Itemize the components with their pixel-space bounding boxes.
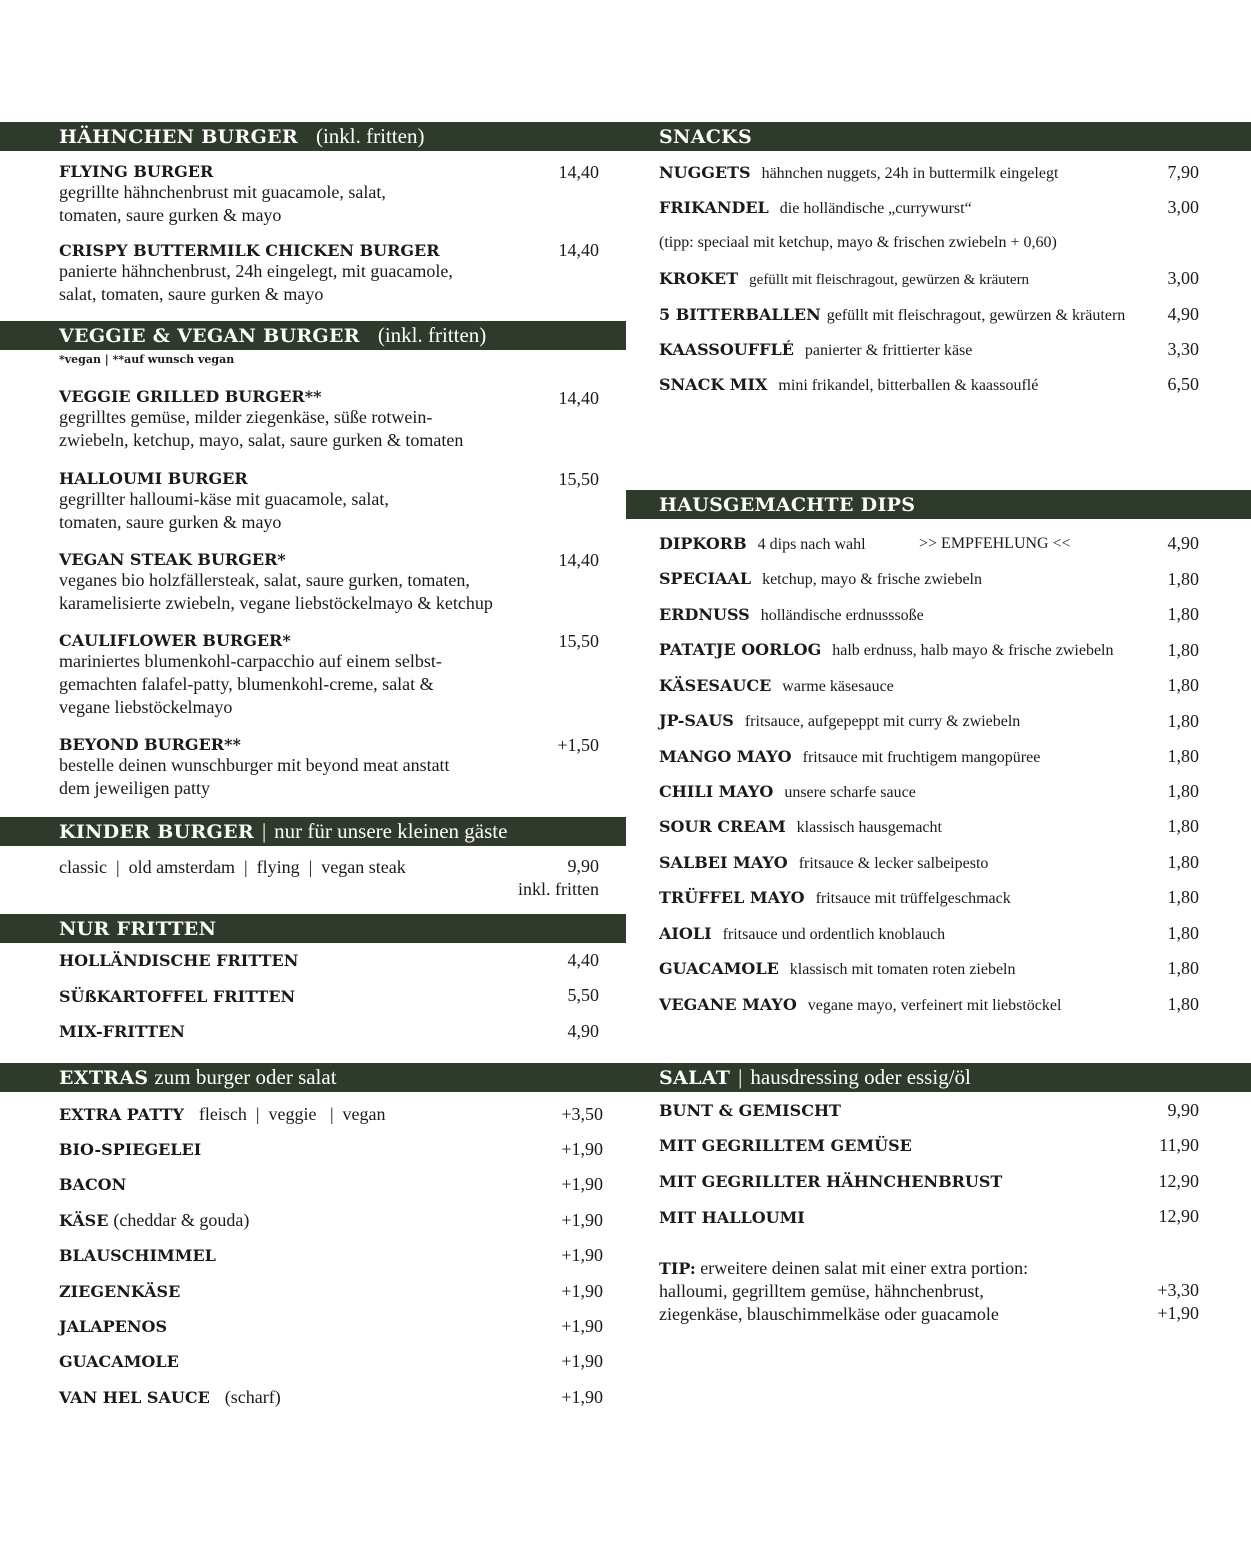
item-name: VEGGIE GRILLED BURGER** <box>59 387 322 406</box>
item-price: 4,40 <box>567 950 599 970</box>
item-price: 15,50 <box>558 469 599 489</box>
dip-row <box>659 817 942 837</box>
item-desc: veganes bio holzfällersteak, salat, saure gurken, tomaten, <box>59 570 470 590</box>
item-price: 1,80 <box>1167 781 1199 801</box>
section-header-veggie <box>0 321 626 350</box>
item-price: +1,90 <box>561 1245 603 1265</box>
section-subtitle: hausdressing oder essig/öl <box>750 1065 971 1089</box>
item-name: EXTRA PATTY <box>59 1105 184 1124</box>
item-desc: gegrilltes gemüse, milder ziegenkäse, süße rotwein- <box>59 407 433 427</box>
item-price: 11,90 <box>1159 1135 1199 1155</box>
item-desc: fritsauce mit fruchtigem mangopüree <box>802 749 1041 766</box>
item-name: JALAPENOS <box>59 1317 167 1336</box>
item-name: BIO-SPIEGELEI <box>59 1140 202 1159</box>
item-price: 3,30 <box>1167 339 1199 359</box>
item-desc: bestelle deinen wunschburger mit beyond meat anstatt <box>59 755 450 775</box>
item-name: GUACAMOLE <box>659 959 779 978</box>
menu-item-halloumi <box>59 469 389 534</box>
vegan-note: *vegan | **auf wunsch vegan <box>59 353 235 366</box>
item-desc: ketchup, mayo & frische zwiebeln <box>762 571 982 588</box>
item-desc: karamelisierte zwiebeln, vegane liebstöckelmayo & ketchup <box>59 593 493 613</box>
dip-row <box>659 995 1061 1015</box>
item-price: 6,50 <box>1167 374 1199 394</box>
item-desc: salat, tomaten, saure gurken & mayo <box>59 284 324 304</box>
snack-row <box>659 305 1125 325</box>
section-title: EXTRAS <box>59 1066 149 1089</box>
section-subtitle: (inkl. fritten) <box>315 124 425 148</box>
item-name: KÄSESAUCE <box>659 676 772 695</box>
section-title: HÄHNCHEN BURGER <box>59 125 298 148</box>
tip-price: +1,90 <box>1157 1303 1199 1323</box>
section-header-dips <box>626 490 1251 519</box>
item-name: BEYOND BURGER** <box>59 735 241 754</box>
dip-row <box>659 569 982 589</box>
tip-price: +3,30 <box>1157 1280 1199 1300</box>
section-separator: | <box>738 1065 743 1089</box>
section-subtitle: (inkl. fritten) <box>377 323 487 347</box>
price-note: inkl. fritten <box>518 879 599 899</box>
tip-label: TIP: <box>659 1259 696 1278</box>
item-desc: mini frikandel, bitterballen & kaassouflé <box>778 377 1039 394</box>
dip-row <box>659 853 988 873</box>
extra-row <box>59 1210 249 1231</box>
item-price: 1,80 <box>1167 816 1199 836</box>
item-price: 1,80 <box>1167 675 1199 695</box>
dip-row <box>659 711 1020 731</box>
snack-tip: (tipp: speciaal mit ketchup, mayo & frischen zwiebeln + 0,60) <box>659 234 1057 251</box>
section-separator: | <box>261 819 267 843</box>
item-desc: fritsauce und ordentlich knoblauch <box>722 926 946 943</box>
item-name: NUGGETS <box>659 163 751 182</box>
item-name: KÄSE <box>59 1211 109 1230</box>
item-name: CRISPY BUTTERMILK CHICKEN BURGER <box>59 241 440 260</box>
item-name: MIT GEGRILLTEM GEMÜSE <box>659 1136 912 1155</box>
section-title: SNACKS <box>659 125 752 148</box>
empfehlung-label: >> EMPFEHLUNG << <box>919 535 1071 552</box>
item-name: BACON <box>59 1175 127 1194</box>
item-name: TRÜFFEL MAYO <box>659 888 805 907</box>
snack-row <box>659 163 1058 183</box>
item-desc: klassisch mit tomaten roten ziebeln <box>789 961 1016 978</box>
item-desc: warme käsesauce <box>782 678 894 695</box>
item-name: KROKET <box>659 269 739 288</box>
item-name: VEGAN STEAK BURGER* <box>59 550 286 569</box>
item-price: +1,90 <box>561 1174 603 1194</box>
item-desc: klassisch hausgemacht <box>796 819 942 836</box>
item-desc: tomaten, saure gurken & mayo <box>59 205 282 225</box>
item-name: HOLLÄNDISCHE FRITTEN <box>59 951 299 970</box>
item-price: 1,80 <box>1167 746 1199 766</box>
section-subtitle: zum burger oder salat <box>154 1065 337 1089</box>
item-name: VEGANE MAYO <box>659 995 797 1014</box>
item-desc: fritsauce mit trüffelgeschmack <box>815 890 1011 907</box>
item-price: 1,80 <box>1167 958 1199 978</box>
item-name: MIT GEGRILLTER HÄHNCHENBRUST <box>659 1172 1003 1191</box>
menu-item-crispy-burger <box>59 241 453 306</box>
tip-line: ziegenkäse, blauschimmelkäse oder guacamole <box>659 1304 999 1324</box>
item-price: +1,50 <box>557 735 599 755</box>
item-desc: die holländische „currywurst“ <box>779 200 972 217</box>
section-title: HAUSGEMACHTE DIPS <box>659 493 916 516</box>
item-price: 1,80 <box>1167 852 1199 872</box>
item-desc: panierter & frittierter käse <box>804 342 973 359</box>
extra-row <box>59 1104 386 1125</box>
dip-row <box>659 888 1011 908</box>
item-price: +1,90 <box>561 1281 603 1301</box>
item-price: 1,80 <box>1167 994 1199 1014</box>
item-name: PATATJE OORLOG <box>659 640 822 659</box>
item-name: BLAUSCHIMMEL <box>59 1246 216 1265</box>
tip-text: erweitere deinen salat mit einer extra portion: <box>700 1258 1029 1278</box>
item-name: JP-SAUS <box>659 711 734 730</box>
snack-row <box>659 375 1038 395</box>
item-desc: panierte hähnchenbrust, 24h eingelegt, mit guacamole, <box>59 261 453 281</box>
item-price: 12,90 <box>1158 1171 1199 1191</box>
item-price: 14,40 <box>558 240 599 260</box>
item-name: MIT HALLOUMI <box>659 1208 805 1227</box>
item-name: SNACK MIX <box>659 375 768 394</box>
dip-row <box>659 534 866 554</box>
item-name: FLYING BURGER <box>59 162 214 181</box>
item-name: CAULIFLOWER BURGER* <box>59 631 291 650</box>
section-title: VEGGIE & VEGAN BURGER <box>59 324 360 347</box>
snack-row <box>659 269 1029 289</box>
dip-row <box>659 640 1114 660</box>
item-price: 7,90 <box>1167 162 1199 182</box>
item-name: MANGO MAYO <box>659 747 792 766</box>
section-title: SALAT <box>659 1066 731 1089</box>
item-name: VAN HEL SAUCE <box>59 1388 210 1407</box>
snack-row <box>659 340 972 360</box>
item-name: SÜßKARTOFFEL FRITTEN <box>59 987 296 1006</box>
item-name: DIPKORB <box>659 534 747 553</box>
section-subtitle: nur für unsere kleinen gäste <box>274 819 508 843</box>
item-name: SOUR CREAM <box>659 817 786 836</box>
section-header-kinder <box>0 817 626 846</box>
item-name: HALLOUMI BURGER <box>59 469 248 488</box>
section-header-salat <box>626 1063 1251 1092</box>
item-name: FRIKANDEL <box>659 198 769 217</box>
item-desc: 4 dips nach wahl <box>757 536 866 553</box>
item-price: 12,90 <box>1158 1206 1199 1226</box>
item-desc: holländische erdnusssoße <box>760 607 924 624</box>
item-price: 3,00 <box>1167 197 1199 217</box>
item-name: MIX-FRITTEN <box>59 1022 185 1041</box>
section-title: KINDER BURGER <box>59 820 254 843</box>
dip-row <box>659 676 894 696</box>
section-header-haehnchen <box>0 122 626 151</box>
item-price: +3,50 <box>561 1104 603 1124</box>
item-desc: gegrillte hähnchenbrust mit guacamole, salat, <box>59 182 386 202</box>
section-header-extras <box>0 1063 626 1092</box>
item-price: +1,90 <box>561 1139 603 1159</box>
dip-row <box>659 924 945 944</box>
dip-row <box>659 605 924 625</box>
item-desc: zwiebeln, ketchup, mayo, salat, saure gurken & tomaten <box>59 430 464 450</box>
item-price: 1,80 <box>1167 887 1199 907</box>
item-desc: vegane liebstöckelmayo <box>59 697 233 717</box>
menu-item-cauliflower <box>59 631 442 719</box>
section-header-fritten <box>0 914 626 943</box>
item-price: 9,90 <box>1167 1100 1199 1120</box>
item-desc: fritsauce, aufgepeppt mit curry & zwiebeln <box>744 713 1021 730</box>
item-price: +1,90 <box>561 1316 603 1336</box>
item-price: +1,90 <box>561 1210 603 1230</box>
menu-item-veggie-grilled <box>59 387 463 452</box>
section-header-snacks <box>626 122 1251 151</box>
item-desc: dem jeweiligen patty <box>59 778 210 798</box>
item-price: 3,00 <box>1167 268 1199 288</box>
menu-item-vegan-steak <box>59 550 493 615</box>
item-desc: unsere scharfe sauce <box>784 784 916 801</box>
item-name: BUNT & GEMISCHT <box>659 1101 841 1120</box>
kinder-options: classic | old amsterdam | flying | vegan steak <box>59 857 406 877</box>
item-price: +1,90 <box>561 1387 603 1407</box>
item-price: 1,80 <box>1167 569 1199 589</box>
item-price: 15,50 <box>558 631 599 651</box>
item-price: 5,50 <box>567 985 599 1005</box>
item-price: 4,90 <box>1167 304 1199 324</box>
item-price: 14,40 <box>558 550 599 570</box>
item-desc: (cheddar & gouda) <box>113 1210 250 1230</box>
menu-item-beyond <box>59 735 450 800</box>
item-name: KAASSOUFFLÉ <box>659 340 794 359</box>
dip-row <box>659 959 1016 979</box>
item-desc: gemachten falafel-patty, blumenkohl-creme, salat & <box>59 674 434 694</box>
item-desc: fleisch | veggie | vegan <box>198 1104 386 1124</box>
item-desc: gefüllt mit fleischragout, gewürzen & kräutern <box>826 307 1126 324</box>
item-price: 1,80 <box>1167 711 1199 731</box>
item-price: 9,90 <box>567 856 599 876</box>
dip-row <box>659 782 916 802</box>
tip-line <box>659 1257 1028 1280</box>
item-desc: (scharf) <box>224 1387 281 1407</box>
item-desc: hähnchen nuggets, 24h in buttermilk eingelegt <box>761 165 1059 182</box>
tip-line: halloumi, gegrilltem gemüse, hähnchenbrust, <box>659 1281 984 1301</box>
item-price: 4,90 <box>1167 533 1199 553</box>
item-name: SALBEI MAYO <box>659 853 788 872</box>
item-desc: mariniertes blumenkohl-carpacchio auf einem selbst- <box>59 651 442 671</box>
item-name: AIOLI <box>659 924 712 943</box>
item-name: GUACAMOLE <box>59 1352 179 1371</box>
section-title: NUR FRITTEN <box>59 917 217 940</box>
item-price: +1,90 <box>561 1351 603 1371</box>
item-name: CHILI MAYO <box>659 782 774 801</box>
item-name: 5 BITTERBALLEN <box>659 305 821 324</box>
salat-tip <box>659 1257 1028 1326</box>
item-price: 1,80 <box>1167 640 1199 660</box>
item-price: 4,90 <box>567 1021 599 1041</box>
item-desc: vegane mayo, verfeinert mit liebstöckel <box>807 997 1062 1014</box>
item-price: 1,80 <box>1167 923 1199 943</box>
item-desc: tomaten, saure gurken & mayo <box>59 512 282 532</box>
item-name: ZIEGENKÄSE <box>59 1282 181 1301</box>
item-price: 14,40 <box>558 162 599 182</box>
item-name: SPECIAAL <box>659 569 752 588</box>
menu-item-flying-burger <box>59 162 386 227</box>
dip-row <box>659 747 1040 767</box>
item-desc: gefüllt mit fleischragout, gewürzen & kräutern <box>749 272 1030 288</box>
snack-row <box>659 198 972 218</box>
item-desc: fritsauce & lecker salbeipesto <box>798 855 989 872</box>
extra-row <box>59 1387 281 1408</box>
item-price: 1,80 <box>1167 604 1199 624</box>
item-desc: halb erdnuss, halb mayo & frische zwiebeln <box>832 642 1114 659</box>
item-name: ERDNUSS <box>659 605 750 624</box>
item-desc: gegrillter halloumi-käse mit guacamole, salat, <box>59 489 389 509</box>
item-price: 14,40 <box>558 388 599 408</box>
